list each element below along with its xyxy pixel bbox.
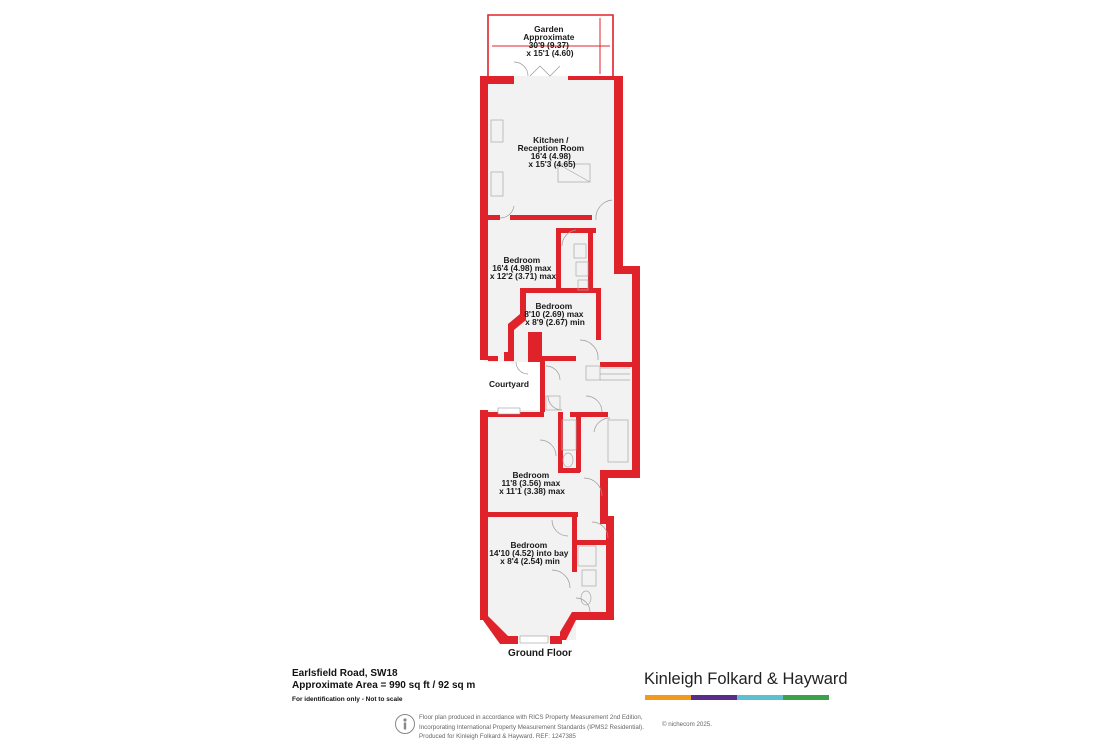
courtyard-label: Courtyard: [488, 379, 530, 389]
brand-bar-1: [645, 695, 691, 700]
property-area: Approximate Area = 990 sq ft / 92 sq m: [292, 680, 476, 691]
brand-bar-3: [737, 695, 783, 700]
bedroom-4-label: Bedroom 14'10 (4.52) into bay x 8'4 (2.54) min: [489, 540, 569, 566]
footer-line-1: Floor plan produced in accordance with RICS Property Measurement 2nd Edition,: [419, 714, 643, 721]
property-address: Earlsfield Road, SW18: [292, 668, 398, 679]
footer-text: [419, 713, 644, 742]
garden-label: Garden Approximate 30'9 (9.37) x 15'1 (4.60): [523, 24, 575, 58]
brand-bar-2: [691, 695, 737, 700]
bedroom-3-label: Bedroom 11'8 (3.56) max x 11'1 (3.38) max: [499, 470, 565, 496]
courtyard-window: [498, 408, 520, 414]
copyright: © nichecom 2025.: [662, 721, 712, 728]
brand-name: Kinleigh Folkard & Hayward: [644, 670, 848, 688]
kitchen-label: Kitchen / Reception Room 16'4 (4.98) x 15'3 (4.65): [517, 135, 585, 169]
brand-bar-4: [783, 695, 829, 700]
property-info: [292, 668, 475, 703]
footer-line-2: Incorporating International Property Measurement Standards (IPMS2 Residential).: [419, 723, 644, 731]
nichecom-icon: [394, 713, 416, 735]
bedroom-2-label: Bedroom 8'10 (2.69) max x 8'9 (2.67) min: [524, 301, 585, 327]
identification-note: For identification only - Not to scale: [292, 696, 403, 703]
bedroom-1-label: Bedroom 16'4 (4.98) max x 12'2 (3.71) max: [489, 255, 557, 281]
floor-name: Ground Floor: [508, 648, 572, 659]
bay-window: [520, 636, 548, 643]
footer-line-3: Produced for Kinleigh Folkard & Hayward. REF: 1247385: [419, 733, 576, 740]
